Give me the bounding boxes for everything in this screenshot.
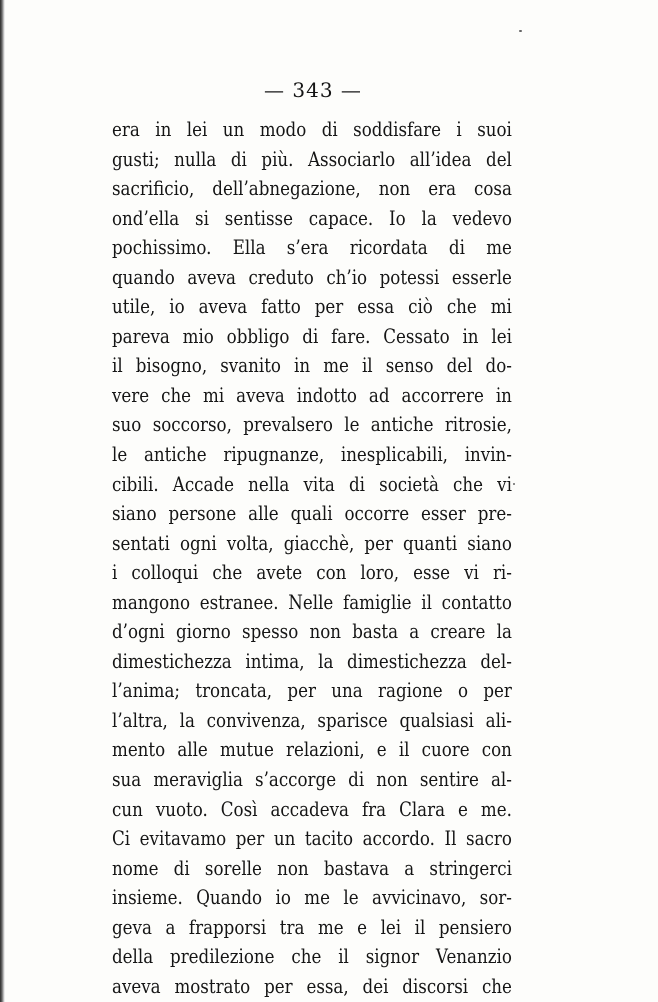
text-line: aveva mostrato per essa, dei discorsi che	[112, 974, 512, 998]
text-line: era in lei un modo di soddisfare i suoi	[112, 118, 512, 141]
text-line: siano persone alle quali occorre esser pre-	[112, 502, 512, 526]
text-line: cibili. Accade nella vita di società che vi	[112, 472, 512, 496]
text-line: sentati ogni volta, giacchè, per quanti siano	[112, 531, 512, 555]
paper-speck	[519, 30, 522, 32]
text-line: nome di sorelle non bastava a stringerci	[112, 856, 512, 880]
text-line: insieme. Quando io me le avvicinavo, sor-	[112, 886, 512, 910]
body-text	[112, 115, 512, 1001]
text-line: vere che mi aveva indotto ad accorrere in	[112, 383, 512, 407]
page-binding-edge	[0, 0, 5, 1002]
text-line: sacrificio, dell’abnegazione, non era cosa	[112, 177, 512, 201]
text-line: l’anima; troncata, per una ragione o per	[112, 679, 512, 703]
text-line: Ci evitavamo per un tacito accordo. Il sacro	[112, 827, 512, 851]
text-line: mangono estranee. Nelle famiglie il contatto	[112, 590, 512, 614]
text-line: le antiche ripugnanze, inesplicabili, invin-	[112, 443, 512, 467]
text-line: il bisogno, svanito in me il senso del do-	[112, 354, 512, 378]
text-line: sua meraviglia s’accorge di non sentire al-	[112, 768, 512, 792]
text-line: suo soccorso, prevalsero le antiche ritrosie,	[112, 413, 512, 437]
paper-speck	[513, 483, 515, 485]
text-line: l’altra, la convivenza, sparisce qualsiasi ali-	[112, 708, 512, 732]
text-line: utile, io aveva fatto per essa ciò che mi	[112, 295, 512, 319]
text-line: della predilezione che il signor Venanzio	[112, 945, 512, 969]
text-line: ond’ella si sentisse capace. Io la vedevo	[112, 206, 512, 230]
text-line: dimestichezza intima, la dimestichezza del-	[112, 649, 512, 673]
text-line: quando aveva creduto ch’io potessi esserle	[112, 265, 512, 289]
text-line: geva a frapporsi tra me e lei il pensiero	[112, 915, 512, 939]
text-line: d’ogni giorno spesso non basta a creare la	[112, 620, 512, 644]
text-line: i colloqui che avete con loro, esse vi ri-	[112, 561, 512, 585]
text-line: gusti; nulla di più. Associarlo all’idea del	[112, 147, 512, 171]
text-line: pochissimo. Ella s’era ricordata di me	[112, 236, 512, 260]
text-line: pareva mio obbligo di fare. Cessato in lei	[112, 324, 512, 348]
text-line: cun vuoto. Così accadeva fra Clara e me.	[112, 797, 512, 821]
text-line: mento alle mutue relazioni, e il cuore con	[112, 738, 512, 762]
page-number: — 343 —	[264, 78, 362, 102]
